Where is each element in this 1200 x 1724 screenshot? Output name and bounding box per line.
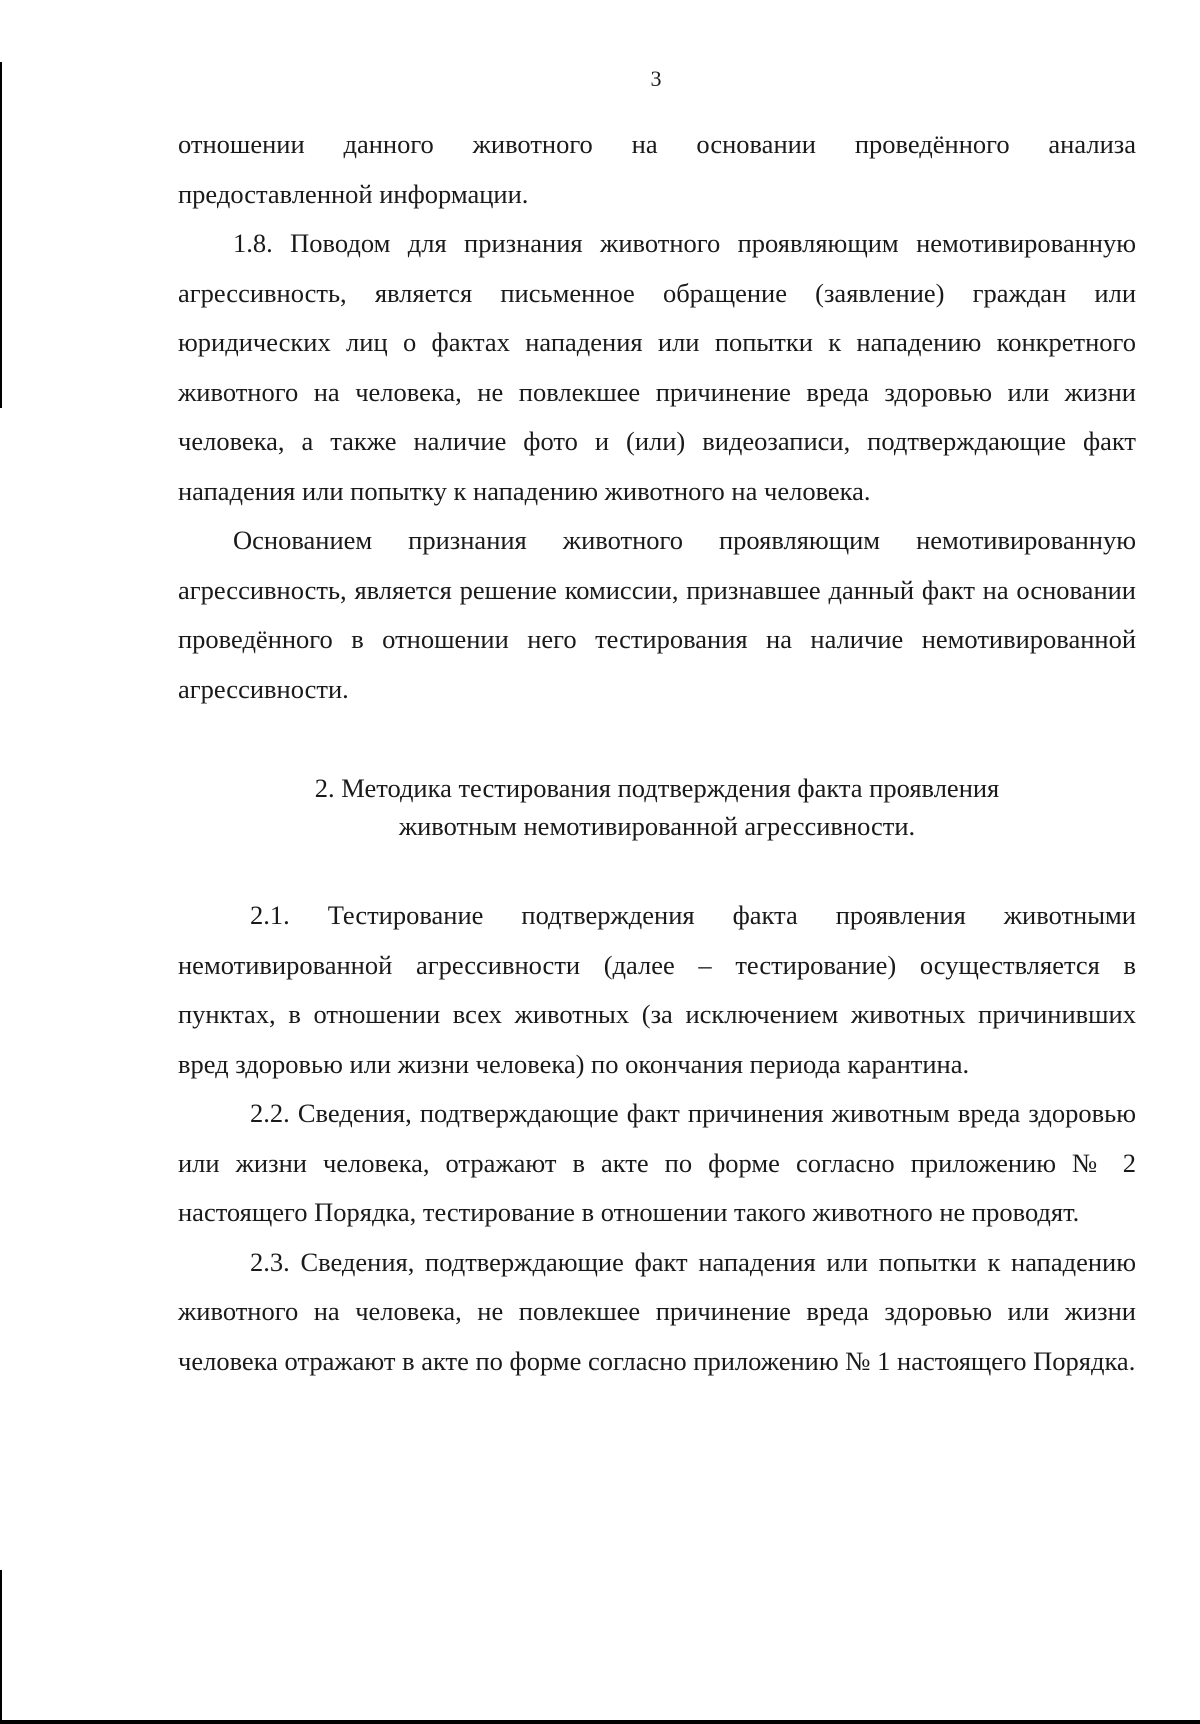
paragraph-1-8: 1.8. Поводом для признания животного проявляющим немотивированную агрессивность, является письменное обращение (заявление) граждан или юридических лиц о фактах нападения или попытки к нападению конкретного животного на человека, не повлекшее причинение вреда здоровью или жизни человека, а также наличие фото и (или) видеозаписи, подтверждающие факт нападения или попытку к нападению животного на человека. [178,228,1136,506]
paragraph-basis: Основанием признания животного проявляющим немотивированную агрессивность, является решение комиссии, признавшее данный факт на основании проведённого в отношении него тестирования на наличие немотивированной агрессивности. [178,525,1136,704]
paragraph-2-1: 2.1. Тестирование подтверждения факта проявления животными немотивированной агрессивности (далее – тестирование) осуществляется в пунктах, в отношении всех животных (за исключением животных причинивших вред здоровью или жизни человека) по окончания периода карантина. [178,900,1136,1079]
scan-edge-left-top [0,62,2,408]
scan-edge-left-bottom [0,1570,2,1724]
section-heading [178,769,1136,845]
section-heading-line-1: 2. Методика тестирования подтверждения факта проявления [314,773,1000,803]
spacer [178,714,1136,769]
page-number: 3 [650,66,662,91]
paragraph-continuation: отношении данного животного на основании проведённого анализа предоставленной информации. [178,129,1136,209]
paragraph-2-2: 2.2. Сведения, подтверждающие факт причинения животным вреда здоровью или жизни человека, отражают в акте по форме согласно приложению № 2 настоящего Порядка, тестирование в отношении такого животного не проводят. [178,1098,1136,1227]
scan-edge-bottom [0,1720,1200,1724]
section-heading-line-2: животным немотивированной агрессивности. [398,811,916,841]
paragraph-2-3: 2.3. Сведения, подтверждающие факт нападения или попытки к нападению животного на человека, не повлекшее причинение вреда здоровью или жизни человека отражают в акте по форме согласно приложению № 1 настоящего Порядка. [178,1246,1136,1376]
spacer [178,845,1136,891]
document-body [178,120,1136,1386]
